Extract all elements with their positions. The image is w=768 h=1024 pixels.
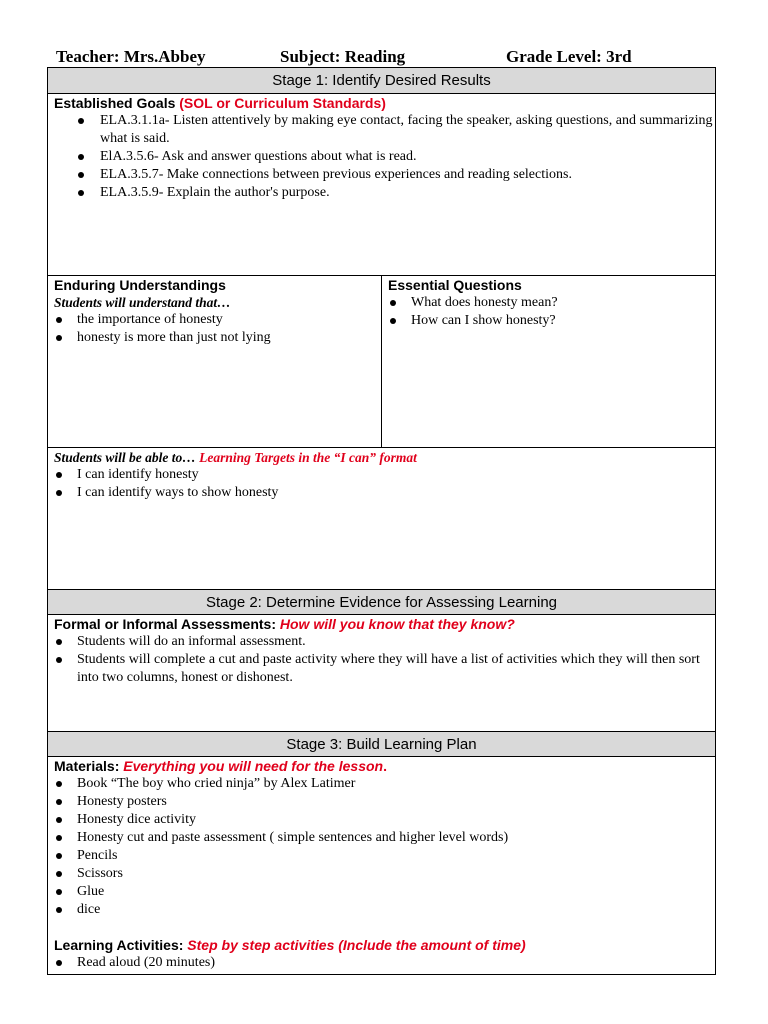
- stage3-title: Stage 3: Build Learning Plan: [48, 731, 715, 757]
- list-item: Scissors: [48, 865, 715, 883]
- established-goals-section: [48, 94, 715, 275]
- bullet-icon: [56, 907, 62, 913]
- understandings-list: [48, 311, 381, 347]
- assessments-section: [48, 615, 715, 731]
- essential-questions-cell: [382, 276, 715, 330]
- lesson-plan-table: [47, 67, 716, 975]
- bullet-icon: [56, 835, 62, 841]
- assessments-list: [48, 633, 715, 687]
- enduring-understandings-heading: Enduring Understandings: [54, 277, 226, 293]
- questions-list: [382, 294, 715, 330]
- bullet-icon: [78, 190, 84, 196]
- bullet-icon: [390, 318, 396, 324]
- bullet-icon: [56, 853, 62, 859]
- bullet-icon: [56, 639, 62, 645]
- bullet-icon: [56, 657, 62, 663]
- established-goals-hint: (SOL or Curriculum Standards): [179, 95, 386, 111]
- list-item: I can identify honesty: [48, 466, 715, 484]
- list-item: Honesty posters: [48, 793, 715, 811]
- understandings-subheading: Students will understand that…: [54, 295, 231, 310]
- stage2-title: Stage 2: Determine Evidence for Assessing Learning: [48, 589, 715, 615]
- bullet-icon: [56, 781, 62, 787]
- teacher-label: Teacher: Mrs.Abbey: [56, 47, 206, 66]
- learning-activities-hint: Step by step activities (Include the amount of time): [187, 937, 526, 953]
- bullet-icon: [56, 335, 62, 341]
- stage1-title: Stage 1: Identify Desired Results: [48, 68, 715, 94]
- list-item: Honesty cut and paste assessment ( simple sentences and higher level words): [48, 829, 715, 847]
- bullet-icon: [56, 472, 62, 478]
- learning-plan-section: [48, 757, 715, 974]
- bullet-icon: [390, 300, 396, 306]
- list-item: Students will complete a cut and paste activity where they will have a list of activities which they will then sort into two columns, honest or dishonest.: [48, 651, 715, 687]
- learning-targets-heading: Students will be able to… Learning Targets in the “I can” format: [54, 450, 417, 465]
- learning-activities-heading: Learning Activities: Step by step activities (Include the amount of time): [54, 937, 526, 953]
- bullet-icon: [78, 172, 84, 178]
- bullet-icon: [78, 118, 84, 124]
- assessments-hint: How will you know that they know?: [279, 616, 515, 632]
- goals-list: [48, 112, 715, 202]
- list-item: the importance of honesty: [48, 311, 381, 329]
- list-item: How can I show honesty?: [382, 312, 715, 330]
- targets-list: [48, 466, 715, 502]
- subject-label: Subject: Reading: [280, 47, 406, 66]
- activities-list: [48, 954, 715, 972]
- established-goals-label: Established Goals: [54, 95, 180, 111]
- materials-hint: Everything you will need for the lesson: [123, 758, 384, 774]
- enduring-understandings-cell: [48, 276, 381, 347]
- list-item: Glue: [48, 883, 715, 901]
- list-item: I can identify ways to show honesty: [48, 484, 715, 502]
- established-goals-heading: [48, 94, 715, 112]
- list-item: ElA.3.5.6- Ask and answer questions about what is read.: [48, 148, 715, 166]
- bullet-icon: [56, 817, 62, 823]
- bullet-icon: [56, 799, 62, 805]
- list-item: ELA.3.5.9- Explain the author's purpose.: [48, 184, 715, 202]
- list-item: honesty is more than just not lying: [48, 329, 381, 347]
- bullet-icon: [56, 490, 62, 496]
- bullet-icon: [56, 317, 62, 323]
- materials-list: [48, 775, 715, 919]
- list-item: Read aloud (20 minutes): [48, 954, 715, 972]
- list-item: Students will do an informal assessment.: [48, 633, 715, 651]
- bullet-icon: [56, 871, 62, 877]
- bullet-icon: [56, 889, 62, 895]
- materials-heading: Materials: Everything you will need for the lesson.: [54, 758, 387, 774]
- essential-questions-heading: Essential Questions: [388, 277, 522, 293]
- list-item: dice: [48, 901, 715, 919]
- list-item: ELA.3.5.7- Make connections between previous experiences and reading selections.: [48, 166, 715, 184]
- bullet-icon: [56, 960, 62, 966]
- list-item: Pencils: [48, 847, 715, 865]
- learning-targets-hint: Learning Targets in the “I can” format: [199, 450, 417, 465]
- list-item: Honesty dice activity: [48, 811, 715, 829]
- bullet-icon: [78, 154, 84, 160]
- list-item: Book “The boy who cried ninja” by Alex Latimer: [48, 775, 715, 793]
- understandings-questions-section: [48, 275, 715, 447]
- learning-targets-section: [48, 447, 715, 589]
- grade-level-label: Grade Level: 3rd: [506, 47, 632, 66]
- assessments-heading: Formal or Informal Assessments: How will you know that they know?: [54, 616, 515, 632]
- list-item: ELA.3.1.1a- Listen attentively by making eye contact, facing the speaker, asking questions, and summarizing what is said.: [48, 112, 715, 148]
- document-header: [56, 47, 716, 69]
- list-item: What does honesty mean?: [382, 294, 715, 312]
